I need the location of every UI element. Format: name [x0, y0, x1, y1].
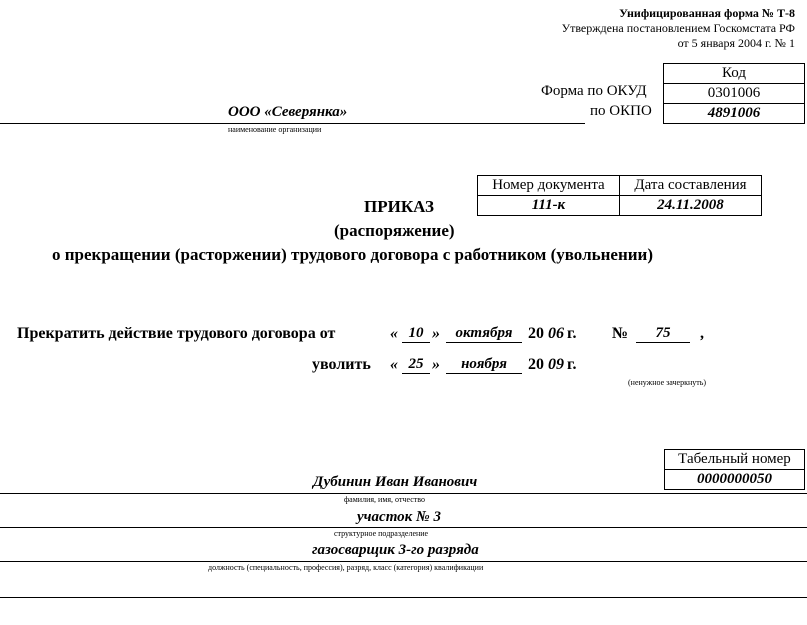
contract-day: 10	[402, 325, 430, 343]
contract-comma: ,	[700, 325, 704, 342]
department-caption: структурное подразделение	[334, 529, 429, 538]
order-subtitle: (распоряжение)	[334, 221, 455, 240]
form-title: Унифицированная форма № Т-8	[619, 6, 795, 20]
doc-number-header: Номер документа	[478, 176, 620, 196]
organization-caption: наименование организации	[228, 125, 322, 134]
position-line	[0, 561, 807, 562]
department-line	[0, 527, 807, 528]
dismiss-month: ноября	[446, 356, 522, 374]
contract-close-quote: »	[432, 325, 440, 342]
contract-month: октября	[446, 325, 522, 343]
dismiss-year-unit: г.	[567, 356, 577, 373]
organization-name: ООО «Северянка»	[228, 104, 348, 120]
form-approval-date: от 5 января 2004 г. № 1	[677, 36, 795, 50]
dismiss-year-prefix: 20	[528, 356, 544, 373]
dismiss-close-quote: »	[432, 356, 440, 373]
okud-value: 0301006	[664, 84, 805, 104]
contract-number: 75	[636, 325, 690, 343]
order-subject: о прекращении (расторжении) трудового договора с работником (увольнении)	[52, 245, 653, 264]
doc-table	[477, 175, 762, 216]
employee-name-caption: фамилия, имя, отчество	[344, 495, 425, 504]
position-caption: должность (специальность, профессия), разряд, класс (категория) квалификации	[208, 563, 484, 572]
order-title: ПРИКАЗ	[364, 197, 434, 216]
okud-label: Форма по ОКУД	[541, 83, 647, 99]
tab-number-value: 0000000050	[665, 470, 805, 490]
department-name: участок № 3	[357, 509, 441, 525]
contract-year-unit: г.	[567, 325, 577, 342]
dismiss-day: 25	[402, 356, 430, 374]
employee-name-line	[0, 493, 807, 494]
okpo-value: 4891006	[664, 104, 805, 124]
strike-note: (ненужное зачеркнуть)	[628, 378, 707, 387]
dismiss-text: уволить	[312, 356, 371, 373]
contract-year-prefix: 20	[528, 325, 544, 342]
contract-text: Прекратить действие трудового договора от	[17, 325, 336, 342]
contract-year-suffix: 06	[548, 325, 564, 342]
contract-open-quote: «	[390, 325, 398, 342]
code-header: Код	[664, 64, 805, 84]
position-name: газосварщик 3-го разряда	[312, 542, 479, 558]
doc-date-value: 24.11.2008	[619, 196, 761, 216]
employee-name: Дубинин Иван Иванович	[313, 474, 478, 490]
dismiss-year-suffix: 09	[548, 356, 564, 373]
organization-line	[0, 123, 585, 124]
doc-number-value: 111-к	[478, 196, 620, 216]
doc-date-header: Дата составления	[619, 176, 761, 196]
tab-number-table	[664, 449, 805, 490]
tab-number-header: Табельный номер	[665, 450, 805, 470]
okpo-label: по ОКПО	[590, 103, 652, 119]
code-table	[663, 63, 805, 124]
blank-line	[0, 597, 807, 598]
contract-number-sign: №	[612, 325, 629, 342]
form-approval: Утверждена постановлением Госкомстата РФ	[561, 21, 795, 35]
dismiss-open-quote: «	[390, 356, 398, 373]
